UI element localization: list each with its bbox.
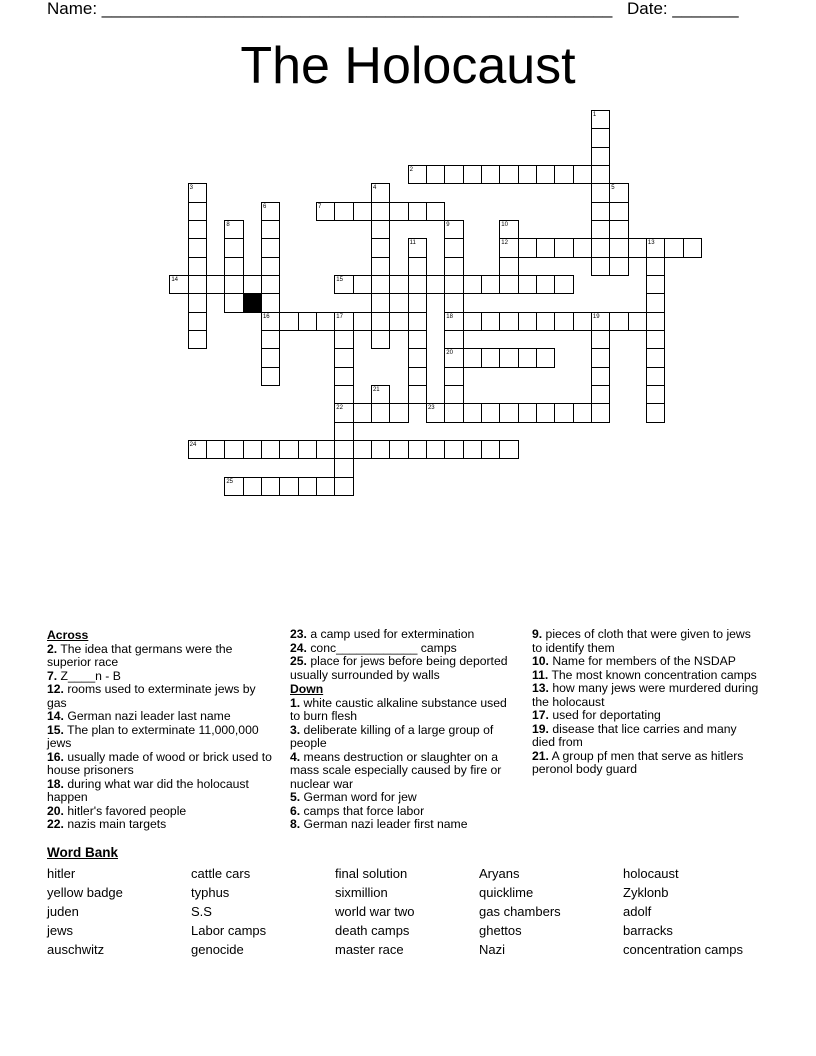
crossword-cell[interactable] [499, 165, 518, 184]
crossword-cell[interactable] [646, 330, 665, 349]
crossword-cell[interactable] [591, 367, 610, 386]
word-bank-word: S.S [191, 904, 212, 919]
crossword-cell[interactable] [353, 312, 372, 331]
crossword-cell[interactable] [591, 128, 610, 147]
crossword-cell[interactable] [536, 275, 555, 294]
word-bank-word: gas chambers [479, 904, 561, 919]
crossword-cell[interactable] [463, 165, 482, 184]
clue-number-label: 8. [290, 817, 301, 831]
page-title: The Holocaust [240, 37, 576, 95]
word-bank-word: concentration camps [623, 942, 743, 957]
crossword-cell[interactable] [371, 293, 390, 312]
crossword-cell[interactable] [444, 403, 463, 422]
crossword-cell[interactable] [481, 440, 500, 459]
across-clue: 22. nazis main targets [47, 817, 167, 831]
word-bank-word: death camps [335, 923, 410, 938]
crossword-cell[interactable] [371, 220, 390, 239]
crossword-cell[interactable] [334, 202, 353, 221]
crossword-cell[interactable] [444, 238, 463, 257]
clues-column-2 [290, 628, 520, 832]
down-clue: 1. white caustic alkaline substance used to burn flesh [290, 695, 507, 723]
crossword-cell[interactable] [444, 165, 463, 184]
crossword-cell[interactable] [389, 202, 408, 221]
crossword-cell[interactable] [518, 165, 537, 184]
crossword-cell[interactable] [188, 275, 207, 294]
crossword-cell[interactable] [554, 238, 573, 257]
crossword-cell[interactable] [536, 165, 555, 184]
crossword-cell[interactable] [261, 367, 280, 386]
word-bank-word: sixmillion [335, 885, 388, 900]
crossword-cell[interactable] [499, 257, 518, 276]
clue-number-label: 10. [532, 654, 549, 668]
crossword-cell[interactable] [536, 312, 555, 331]
crossword-cell[interactable] [188, 238, 207, 257]
word-bank-word: world war two [335, 904, 415, 919]
word-bank-word: final solution [335, 866, 408, 881]
crossword-cell[interactable] [499, 275, 518, 294]
crossword-cell[interactable] [353, 275, 372, 294]
clue-number: 25 [226, 478, 233, 485]
crossword-cell[interactable] [591, 257, 610, 276]
crossword-cell[interactable] [536, 403, 555, 422]
crossword-cell[interactable] [261, 275, 280, 294]
crossword-cell[interactable] [408, 257, 427, 276]
down-clue-list [290, 697, 520, 832]
crossword-cell[interactable] [646, 348, 665, 367]
crossword-cell[interactable] [481, 275, 500, 294]
across-clue: 14. German nazi leader last name [47, 709, 231, 723]
down-clue: 3. deliberate killing of a large group of people [290, 722, 494, 750]
clue-number-label: 14. [47, 709, 64, 723]
crossword-cell[interactable] [334, 440, 353, 459]
crossword-cell[interactable] [536, 238, 555, 257]
crossword-cell[interactable] [224, 275, 243, 294]
clue-number: 18 [446, 313, 453, 320]
crossword-cell[interactable] [371, 257, 390, 276]
name-line: Name: ______________________________________________________ [47, 0, 613, 18]
crossword-cell[interactable] [499, 403, 518, 422]
clue-number-label: 6. [290, 803, 301, 818]
word-bank-word: Nazi [479, 942, 506, 957]
crossword-cell[interactable] [646, 367, 665, 386]
crossword-cell[interactable] [463, 440, 482, 459]
crossword-cell[interactable] [591, 147, 610, 166]
crossword-cell[interactable] [609, 238, 628, 257]
down-clue: 19. disease that lice carries and many died from [532, 721, 737, 749]
crossword-cell[interactable] [371, 238, 390, 257]
crossword-cell[interactable] [664, 238, 683, 257]
clue-number-label: 4. [290, 749, 301, 764]
clue-number-label: 20. [47, 803, 64, 818]
clue-number: 24 [189, 441, 197, 448]
crossword-cell[interactable] [371, 275, 390, 294]
crossword-cell[interactable] [408, 293, 427, 312]
word-bank-word: adolf [623, 904, 652, 919]
crossword-cell[interactable] [518, 312, 537, 331]
word-bank-word: ghettos [479, 923, 522, 938]
crossword-cell[interactable] [298, 477, 317, 496]
clue-number-label: 5. [290, 790, 301, 804]
clue-number-label: 16. [47, 749, 64, 764]
crossword-cell[interactable] [261, 293, 280, 312]
word-bank-word: holocaust [623, 866, 679, 881]
clue-number-label: 15. [47, 722, 64, 737]
across-header: Across [47, 628, 89, 642]
crossword-cell[interactable] [334, 367, 353, 386]
crossword-cell[interactable] [609, 312, 628, 331]
word-bank-word: Zyklonb [623, 885, 669, 900]
crossword-cell[interactable] [408, 367, 427, 386]
down-clue-list-cont [532, 628, 762, 777]
word-bank-word: Labor camps [191, 923, 267, 938]
clue-number: 6 [262, 203, 267, 210]
crossword-cell[interactable] [591, 403, 610, 422]
crossword-cell[interactable] [499, 440, 518, 459]
word-bank-word: cattle cars [191, 866, 251, 881]
crossword-cell[interactable] [426, 275, 445, 294]
crossword-cell[interactable] [463, 348, 482, 367]
crossword-cell[interactable] [554, 403, 573, 422]
word-bank-title: Word Bank [47, 845, 119, 860]
clue-number: 23 [427, 405, 435, 412]
crossword-cell[interactable] [389, 403, 408, 422]
clue-number: 3 [189, 185, 193, 192]
clue-number: 19 [592, 313, 600, 320]
crossword-cell[interactable] [683, 238, 702, 257]
crossword-cell[interactable] [444, 275, 463, 294]
down-clue: 5. German word for jew [290, 790, 417, 804]
crossword-cell[interactable] [408, 348, 427, 367]
across-clue: 16. usually made of wood or brick used to house prisoners [47, 749, 272, 777]
word-bank-column [623, 864, 743, 959]
crossword-cell[interactable] [408, 202, 427, 221]
crossword-cell[interactable] [353, 202, 372, 221]
across-clue: 18. during what war did the holocaust happen [47, 776, 249, 804]
crossword-cell[interactable] [408, 385, 427, 404]
clue-number: 10 [501, 221, 508, 228]
crossword-cell[interactable] [334, 477, 353, 496]
crossword-cell[interactable] [628, 312, 647, 331]
crossword-cell[interactable] [316, 312, 335, 331]
crossword-cell[interactable] [463, 403, 482, 422]
clue-number: 1 [592, 112, 597, 118]
crossword-cell[interactable] [261, 220, 280, 239]
word-bank-word: juden [47, 904, 79, 919]
crossword-cell[interactable] [243, 275, 262, 294]
crossword-cell[interactable] [444, 293, 463, 312]
crossword-cell[interactable] [554, 275, 573, 294]
crossword-cell[interactable] [518, 275, 537, 294]
down-clue: 17. used for deportating [532, 708, 661, 722]
clue-number: 21 [372, 386, 380, 393]
word-bank-word: quicklime [479, 885, 534, 900]
crossword-cell[interactable] [243, 440, 262, 459]
clue-number: 7 [317, 203, 322, 210]
crossword-cell[interactable] [518, 238, 537, 257]
across-clue: 12. rooms used to exterminate jews by gas [47, 682, 256, 710]
crossword-cell[interactable] [591, 202, 610, 221]
clue-number-label: 1. [290, 695, 301, 710]
word-bank-word: yellow badge [47, 885, 123, 900]
crossword-cell[interactable] [243, 477, 262, 496]
down-clue: 6. camps that force labor [290, 803, 425, 818]
crossword-cell[interactable] [481, 312, 500, 331]
crossword-cell[interactable] [188, 220, 207, 239]
crossword-cell[interactable] [444, 367, 463, 386]
crossword-cell[interactable] [353, 403, 372, 422]
crossword-cell[interactable] [371, 312, 390, 331]
clue-number-label: 7. [47, 668, 58, 683]
clue-number: 22 [336, 405, 343, 412]
clue-number: 2 [409, 166, 413, 173]
crossword-cell[interactable] [554, 165, 573, 184]
crossword-cell[interactable] [463, 312, 482, 331]
crossword-cell[interactable] [646, 257, 665, 276]
clue-number-label: 25. [290, 654, 307, 668]
crossword-cell[interactable] [279, 312, 298, 331]
crossword-cell[interactable] [609, 257, 628, 276]
clue-number: 9 [446, 221, 450, 228]
down-clue: 13. how many jews were murdered during the holocaust [532, 681, 759, 709]
crossword-cell[interactable] [261, 440, 280, 459]
crossword-cell[interactable] [499, 348, 518, 367]
down-clue: 21. A group pf men that serve as hitlers peronol body guard [532, 748, 744, 776]
crossword-cell[interactable] [591, 238, 610, 257]
crossword-cell[interactable] [206, 275, 225, 294]
crossword-cell[interactable] [224, 293, 243, 312]
crossword-cell[interactable] [316, 440, 335, 459]
word-bank-column [335, 864, 414, 959]
crossword-cell[interactable] [224, 257, 243, 276]
clue-number-label: 12. [47, 682, 64, 696]
across-clue: 2. The idea that germans were the superior race [47, 641, 233, 669]
crossword-cell[interactable] [628, 238, 647, 257]
crossword-cell[interactable] [444, 257, 463, 276]
word-bank-word: barracks [623, 923, 673, 938]
word-bank-column [47, 864, 123, 959]
clue-number-label: 11. [532, 667, 549, 682]
crossword-cell[interactable] [481, 403, 500, 422]
crossword-cell[interactable] [573, 312, 592, 331]
crossword-cell[interactable] [298, 440, 317, 459]
crossword-cell[interactable] [573, 165, 592, 184]
down-clue: 4. means destruction or slaughter on a mass scale especially caused by fire or nuclear war [290, 749, 502, 791]
crossword-cell[interactable] [573, 403, 592, 422]
word-bank-word: typhus [191, 885, 230, 900]
crossword-cell[interactable] [261, 257, 280, 276]
crossword-cell[interactable] [408, 275, 427, 294]
black-cell [243, 293, 262, 312]
crossword-cell[interactable] [188, 257, 207, 276]
down-clue: 10. Name for members of the NSDAP [532, 654, 736, 668]
clue-number-label: 17. [532, 708, 549, 722]
crossword-cell[interactable] [371, 403, 390, 422]
clue-number-label: 21. [532, 748, 549, 763]
word-bank-word: jews [47, 923, 74, 938]
crossword-cell[interactable] [188, 312, 207, 331]
word-bank-word: genocide [191, 942, 244, 957]
crossword-cell[interactable] [389, 275, 408, 294]
crossword-cell[interactable] [573, 238, 592, 257]
crossword-cell[interactable] [609, 202, 628, 221]
date-line: Date: _______ [627, 0, 739, 18]
crossword-cell[interactable] [646, 275, 665, 294]
clue-number-label: 23. [290, 627, 307, 641]
crossword-cell[interactable] [481, 165, 500, 184]
clue-number-label: 19. [532, 721, 549, 736]
crossword-grid [0, 0, 816, 520]
clue-number-label: 2. [47, 641, 58, 656]
crossword-cell[interactable] [334, 458, 353, 477]
crossword-cell[interactable] [646, 293, 665, 312]
across-clue: 20. hitler's favored people [47, 803, 187, 818]
clue-number: 17 [336, 313, 343, 320]
crossword-cell[interactable] [298, 312, 317, 331]
down-clue: 11. The most known concentration camps [532, 667, 757, 682]
across-clue: 15. The plan to exterminate 11,000,000 jews [47, 722, 259, 750]
crossword-cell[interactable] [334, 422, 353, 441]
crossword-cell[interactable] [371, 330, 390, 349]
word-bank-word: hitler [47, 866, 76, 881]
crossword-cell[interactable] [279, 440, 298, 459]
crossword-cell[interactable] [518, 403, 537, 422]
crossword-cell[interactable] [261, 238, 280, 257]
down-clue: 8. German nazi leader first name [290, 817, 468, 831]
clue-number: 12 [501, 240, 508, 247]
crossword-cell[interactable] [389, 312, 408, 331]
clue-number-label: 13. [532, 681, 549, 695]
crossword-cell[interactable] [334, 385, 353, 404]
crossword-cell[interactable] [463, 275, 482, 294]
crossword-cell[interactable] [426, 165, 445, 184]
crossword-cell[interactable] [408, 330, 427, 349]
clue-number: 4 [372, 185, 377, 192]
crossword-cell[interactable] [444, 330, 463, 349]
clue-number: 16 [262, 313, 270, 320]
crossword-cell[interactable] [334, 330, 353, 349]
crossword-cell[interactable] [188, 330, 207, 349]
across-clue: 24. conc____________ camps [290, 640, 457, 655]
crossword-cell[interactable] [444, 440, 463, 459]
crossword-cell[interactable] [444, 385, 463, 404]
crossword-cell[interactable] [646, 312, 665, 331]
crossword-cell[interactable] [591, 330, 610, 349]
word-bank-word: master race [335, 942, 404, 957]
crossword-cell[interactable] [554, 312, 573, 331]
crossword-cell[interactable] [371, 440, 390, 459]
crossword-cell[interactable] [279, 477, 298, 496]
word-bank-column [191, 864, 266, 959]
word-bank-word: auschwitz [47, 942, 105, 957]
crossword-cell[interactable] [188, 202, 207, 221]
crossword-cell[interactable] [261, 477, 280, 496]
crossword-cell[interactable] [371, 202, 390, 221]
clue-number-label: 9. [532, 627, 543, 641]
crossword-cell[interactable] [188, 293, 207, 312]
crossword-cell[interactable] [316, 477, 335, 496]
clue-number: 5 [611, 185, 615, 192]
crossword-cell[interactable] [646, 385, 665, 404]
clue-number: 8 [226, 221, 230, 228]
clue-number-label: 22. [47, 817, 64, 831]
crossword-cell[interactable] [261, 330, 280, 349]
clue-number: 20 [446, 350, 453, 357]
crossword-cell[interactable] [426, 202, 445, 221]
crossword-cell[interactable] [224, 440, 243, 459]
crossword-cell[interactable] [334, 348, 353, 367]
crossword-cell[interactable] [353, 440, 372, 459]
crossword-cell[interactable] [408, 440, 427, 459]
clue-number-label: 18. [47, 776, 64, 791]
crossword-cell[interactable] [481, 348, 500, 367]
across-clue-list-cont [290, 628, 520, 682]
across-clue: 7. Z____n - B [47, 668, 121, 683]
across-clue: 23. a camp used for extermination [290, 627, 475, 641]
crossword-cell[interactable] [591, 385, 610, 404]
clue-number-label: 24. [290, 640, 307, 655]
down-clue: 9. pieces of cloth that were given to jews to identify them [532, 627, 751, 655]
clue-number: 13 [647, 240, 655, 247]
clues-column-1 [47, 628, 277, 832]
clue-number: 15 [336, 276, 343, 283]
crossword-cell[interactable] [389, 440, 408, 459]
crossword-cell[interactable] [224, 238, 243, 257]
crossword-cell[interactable] [536, 348, 555, 367]
down-header: Down [290, 682, 324, 696]
clue-number: 14 [171, 276, 179, 283]
crossword-cell[interactable] [609, 220, 628, 239]
crossword-cell[interactable] [518, 348, 537, 367]
word-bank-column [479, 864, 561, 959]
clue-number-label: 3. [290, 722, 301, 737]
crossword-cell[interactable] [646, 403, 665, 422]
across-clue-list [47, 643, 277, 832]
crossword-cell[interactable] [426, 440, 445, 459]
clues-column-3 [532, 628, 762, 777]
crossword-cell[interactable] [591, 183, 610, 202]
crossword-cell[interactable] [206, 440, 225, 459]
crossword-cell[interactable] [591, 348, 610, 367]
clue-number: 11 [409, 240, 416, 247]
crossword-cell[interactable] [408, 312, 427, 331]
word-bank-word: Aryans [479, 866, 520, 881]
crossword-cell[interactable] [591, 220, 610, 239]
crossword-cell[interactable] [261, 348, 280, 367]
across-clue: 25. place for jews before being deported usually surrounded by walls [290, 654, 508, 682]
crossword-cell[interactable] [499, 312, 518, 331]
crossword-cell[interactable] [591, 165, 610, 184]
